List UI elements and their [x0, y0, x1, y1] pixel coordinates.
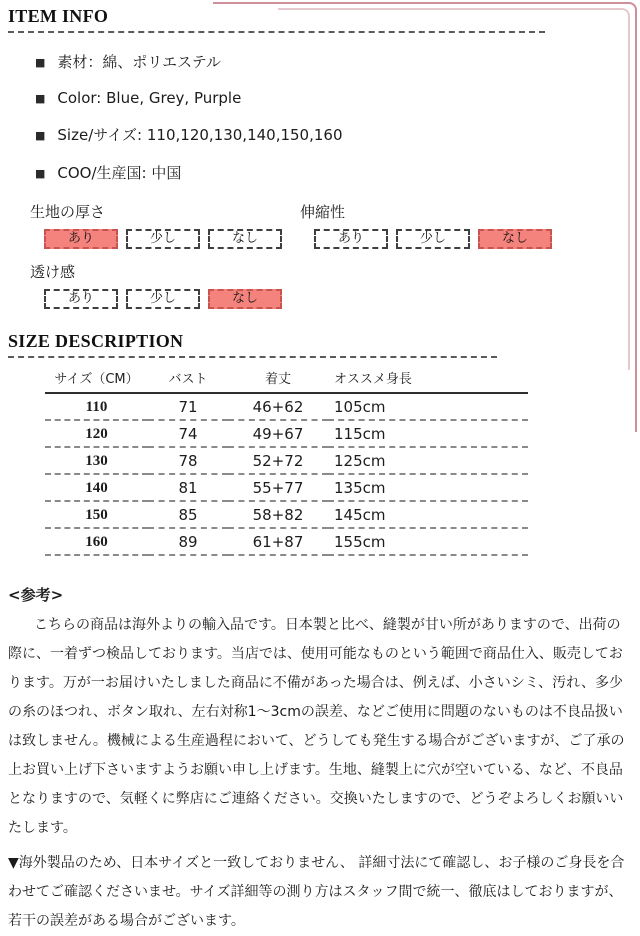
bullet-text: COO/生産国: 中国	[57, 164, 182, 182]
attribute-label: 伸縮性	[300, 203, 346, 221]
item-info-title-divider	[8, 31, 545, 33]
table-cell: 135cm	[328, 474, 528, 501]
table-cell: 105cm	[328, 393, 528, 420]
table-cell: 89	[148, 528, 228, 555]
table-row	[45, 528, 528, 555]
bullet-text: Size/サイズ: 110,120,130,140,150,160	[57, 126, 343, 144]
table-cell: 46+62	[228, 393, 328, 420]
attribute-options-row	[314, 229, 640, 249]
size-description-title: SIZE DESCRIPTION	[8, 331, 184, 351]
size-table	[45, 364, 528, 556]
table-cell: 110	[45, 393, 148, 420]
table-row	[45, 474, 528, 501]
bullet-text: Color: Blue, Grey, Purple	[57, 89, 242, 107]
size-description-section	[8, 331, 640, 556]
table-cell: 78	[148, 447, 228, 474]
attribute-label: 生地の厚さ	[30, 203, 106, 221]
option-box: 少し	[126, 289, 200, 309]
option-box: あり	[314, 229, 388, 249]
square-bullet-icon: ■	[35, 56, 46, 69]
table-row	[45, 501, 528, 528]
option-box-selected: なし	[208, 289, 282, 309]
table-cell: 130	[45, 447, 148, 474]
table-header-cell: バスト	[148, 364, 228, 393]
option-box: 少し	[126, 229, 200, 249]
bullet-item	[35, 51, 640, 72]
option-box-selected: あり	[44, 229, 118, 249]
item-info-list	[35, 51, 640, 183]
table-cell: 58+82	[228, 501, 328, 528]
table-header-cell: 着丈	[228, 364, 328, 393]
table-cell: 160	[45, 528, 148, 555]
bullet-item	[35, 89, 640, 107]
table-cell: 145cm	[328, 501, 528, 528]
bullet-text: 素材：綿、ポリエステル	[57, 53, 222, 71]
bullet-item	[35, 124, 640, 145]
table-cell: 155cm	[328, 528, 528, 555]
square-bullet-icon: ■	[35, 92, 46, 105]
option-box-selected: なし	[478, 229, 552, 249]
table-cell: 61+87	[228, 528, 328, 555]
option-box: なし	[208, 229, 282, 249]
table-cell: 150	[45, 501, 148, 528]
attribute-group	[300, 201, 640, 249]
option-box: 少し	[396, 229, 470, 249]
table-header-cell: オススメ身長	[328, 364, 528, 393]
table-header-cell: サイズ（CM）	[45, 364, 148, 393]
attribute-group	[30, 201, 300, 249]
table-cell: 71	[148, 393, 228, 420]
attribute-group	[30, 261, 300, 309]
table-cell: 81	[148, 474, 228, 501]
table-cell: 140	[45, 474, 148, 501]
table-row	[45, 393, 528, 420]
attribute-label: 透け感	[30, 263, 76, 281]
bullet-item	[35, 162, 640, 183]
attribute-options-row	[44, 229, 300, 249]
table-cell: 55+77	[228, 474, 328, 501]
table-cell: 85	[148, 501, 228, 528]
table-cell: 52+72	[228, 447, 328, 474]
table-cell: 120	[45, 420, 148, 447]
table-row	[45, 420, 528, 447]
attribute-options-row	[44, 289, 300, 309]
fabric-attribute-section	[30, 201, 640, 309]
table-row	[45, 447, 528, 474]
reference-title: <参考>	[8, 586, 64, 604]
size-description-title-divider	[8, 356, 497, 358]
reference-note-section	[8, 584, 640, 936]
table-header-row	[45, 364, 528, 393]
reference-paragraph-import-note: こちらの商品は海外よりの輸入品です。日本製と比べ、縫製が甘い所がありますので、出荷の際に、一着ずつ検品しております。当店では、使用可能なものという範囲で商品仕入、販売しております。万が一お届けいたしました商品に不備があった場合は、例えば、小さいシミ、汚れ、多少の糸のほつれ、ボタン取れ、左右対称1～3cmの誤差、などご使用に問題のないものは不良品扱いは致しません。機械による生産過程において、どうしても発生する場合がございますが、ご了承の上お買い上げ下さいますようお願い申し上げます。生地、縫製上に穴が空いている、など、不良品となりますので、気軽くに弊店にご連絡ください。交換いたしますので、どうぞよろしくお願いいたします。	[8, 617, 625, 836]
option-box: あり	[44, 289, 118, 309]
square-bullet-icon: ■	[35, 129, 46, 142]
table-cell: 74	[148, 420, 228, 447]
square-bullet-icon: ■	[35, 167, 46, 180]
reference-paragraph-size-note: ▼海外製品のため、日本サイズと一致しておりません、 詳細寸法にて確認し、お子様のご身長を合わせてご確認くださいませ。サイズ詳細等の測り方はスタッフ間で統一、徹底はしておりますが、若干の誤差がある場合がございます。	[8, 855, 625, 929]
table-cell: 49+67	[228, 420, 328, 447]
table-cell: 125cm	[328, 447, 528, 474]
item-info-title: ITEM INFO	[8, 6, 109, 26]
table-cell: 115cm	[328, 420, 528, 447]
